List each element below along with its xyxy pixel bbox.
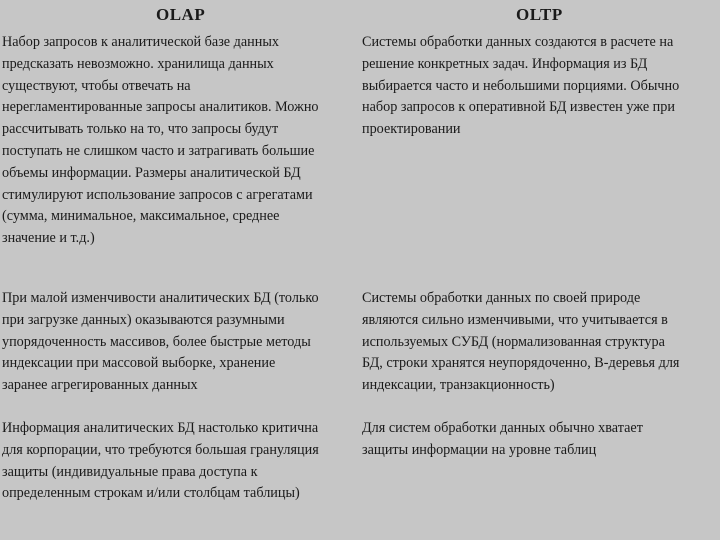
olap-cell: Информация аналитических БД настолько критична для корпорации, что требуются большая грануляция защиты (индивидуальные права доступа к определенным строкам и/или столбцам таблицы) xyxy=(2,420,319,502)
oltp-cell: Системы обработки данных создаются в расчете на решение конкретных задач. Информация из БД выбирается часто и небольшими порциями. Обычно набор запросов к оперативной БД известен уже при проектировании xyxy=(362,34,680,138)
column-header-oltp: OLTP xyxy=(516,5,563,24)
table-row xyxy=(0,288,720,408)
column-header-olap: OLAP xyxy=(156,5,206,24)
table-header xyxy=(0,0,720,32)
oltp-cell: Системы обработки данных по своей природе являются сильно изменчивыми, что учитывается в используемых СУБД (нормализованная структура БД, строки хранятся неупорядоченно, В-деревья для индексации, транзакционность) xyxy=(362,290,680,394)
olap-cell: Набор запросов к аналитической базе данных предсказать невозможно. хранилища данных существуют, чтобы отвечать на нерегламентированные запросы аналитиков. Можно рассчитывать только на то, что запросы будут поступать не слишком часто и затрагивать большие объемы информации. Размеры аналитической БД стимулируют использование запросов с агрегатами (сумма, минимальное, максимальное, среднее значение и т.д.) xyxy=(2,34,319,247)
oltp-cell: Для систем обработки данных обычно хватает защиты информации на уровне таблиц xyxy=(362,420,643,458)
table-row xyxy=(0,418,720,518)
olap-cell: При малой изменчивости аналитических БД (только при загрузке данных) оказываются разумными упорядоченность массивов, более быстрые методы индексации при массовой выборке, хранение заранее агрегированных данных xyxy=(2,290,319,394)
table-row xyxy=(0,32,720,282)
